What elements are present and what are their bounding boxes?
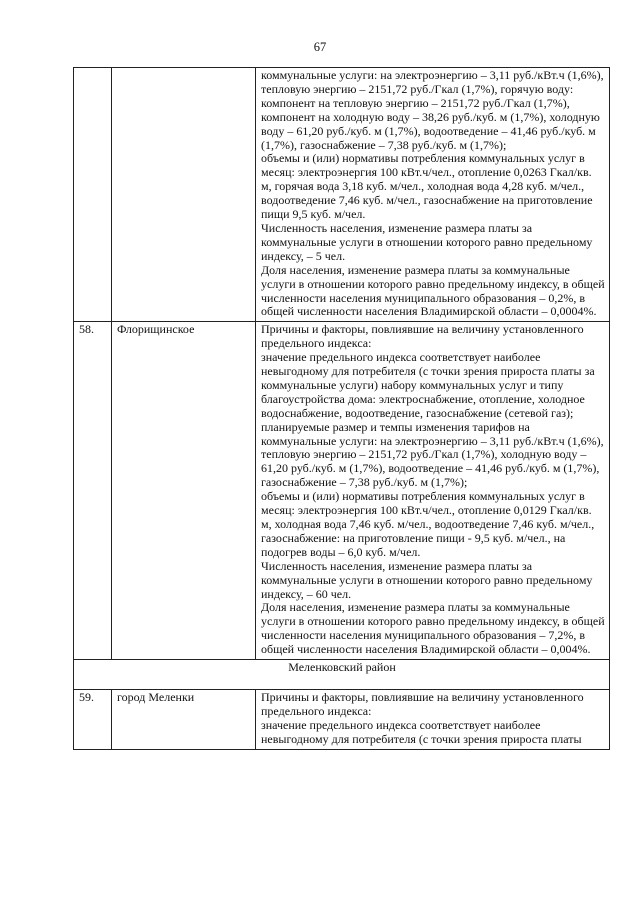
row-number-cell: 58.	[74, 322, 112, 660]
region-heading-row	[74, 660, 610, 690]
description-paragraph: Численность населения, изменение размера платы за коммунальные услуги в отношении которого равно предельному индексу, – 5 чел.	[261, 220, 593, 263]
description-cell	[256, 690, 610, 750]
municipality-cell: город Меленки	[112, 690, 256, 750]
description-paragraph: планируемые размер и темпы изменения тарифов на коммунальные услуги: на электроэнергию – 3,11 руб./кВт.ч (1,6%), тепловую энергию – 2151,72 руб./Гкал (1,7%), холодную воду – 61,20 руб./куб. м (1,7%), водоотведение – 41,46 руб./куб. м (1,7%), газоснабжение – 7,38 руб./куб. м (1,7%);	[261, 419, 604, 490]
row-number-cell: 59.	[74, 690, 112, 750]
table-row-59	[74, 690, 610, 750]
description-paragraph: значение предельного индекса соответствует наиболее невыгодному для потребителя (с точки зрения прироста платы за коммунальные услуги) набору коммунальных услуг и типу благоустройства дома: электроснабжение, отопление, холодное водоснабжение, водоотведение, газоснабжение (сетевой газ);	[261, 350, 595, 420]
tariff-table	[73, 67, 610, 750]
description-paragraph: значение предельного индекса соответствует наиболее невыгодному для потребителя (с точки зрения прироста платы	[261, 717, 582, 746]
description-cell	[256, 68, 610, 322]
description-paragraph: Доля населения, изменение размера платы за коммунальные услуги в отношении которого равно предельному индексу, в общей численности населения муниципального образования – 0,2%, в общей численности населения Владимирской области – 0,0004%.	[261, 262, 605, 319]
description-paragraph: объемы и (или) нормативы потребления коммунальных услуг в месяц: электроэнергия 100 кВт.ч/чел., отопление 0,0129 Гкал/кв. м, холодная вода 7,46 куб. м/чел., водоотведение 7,46 куб. м/чел., газоснабжение: на приготовление пищи - 9,5 куб. м/чел., на подогрев воды – 6,0 куб. м/чел.	[261, 489, 595, 559]
description-paragraph: Численность населения, изменение размера платы за коммунальные услуги в отношении которого равно предельному индексу, – 60 чел.	[261, 558, 593, 601]
description-paragraph: Доля населения, изменение размера платы за коммунальные услуги в отношении которого равно предельному индексу, в общей численности населения муниципального образования – 7,2%, в общей численности населения Владимирской области – 0,004%.	[261, 600, 605, 657]
table-row-58	[74, 322, 610, 660]
municipality-cell	[112, 68, 256, 322]
page-number: 67	[313, 40, 327, 54]
description-paragraph: Причины и факторы, повлиявшие на величину установленного предельного индекса:	[261, 322, 584, 351]
description-paragraph: объемы и (или) нормативы потребления коммунальных услуг в месяц: электроэнергия 100 кВт.ч/чел., отопление 0,0263 Гкал/кв. м, горячая вода 3,18 куб. м/чел., холодная вода 4,28 куб. м/чел., водоотведение 7,46 куб. м/чел., газоснабжение на приготовление пищи 9,5 куб. м/чел.	[261, 151, 593, 222]
region-heading: Меленковский район	[74, 660, 610, 690]
municipality-cell: Флорищинское	[112, 322, 256, 660]
description-cell	[256, 322, 610, 660]
table-row-continuation	[74, 68, 610, 322]
row-number-cell	[74, 68, 112, 322]
description-paragraph: коммунальные услуги: на электроэнергию – 3,11 руб./кВт.ч (1,6%), тепловую энергию – 2151,72 руб./Гкал (1,7%), горячую воду: компонент на тепловую энергию – 2151,72 руб./Гкал (1,7%), компонент на холодную воду – 38,26 руб./куб. м (1,7%), холодную воду – 61,20 руб./куб. м (1,7%), водоотведение – 41,46 руб./куб. м (1,7%), газоснабжение – 7,38 руб./куб. м (1,7%);	[261, 68, 604, 152]
description-paragraph: Причины и факторы, повлиявшие на величину установленного предельного индекса:	[261, 690, 584, 718]
